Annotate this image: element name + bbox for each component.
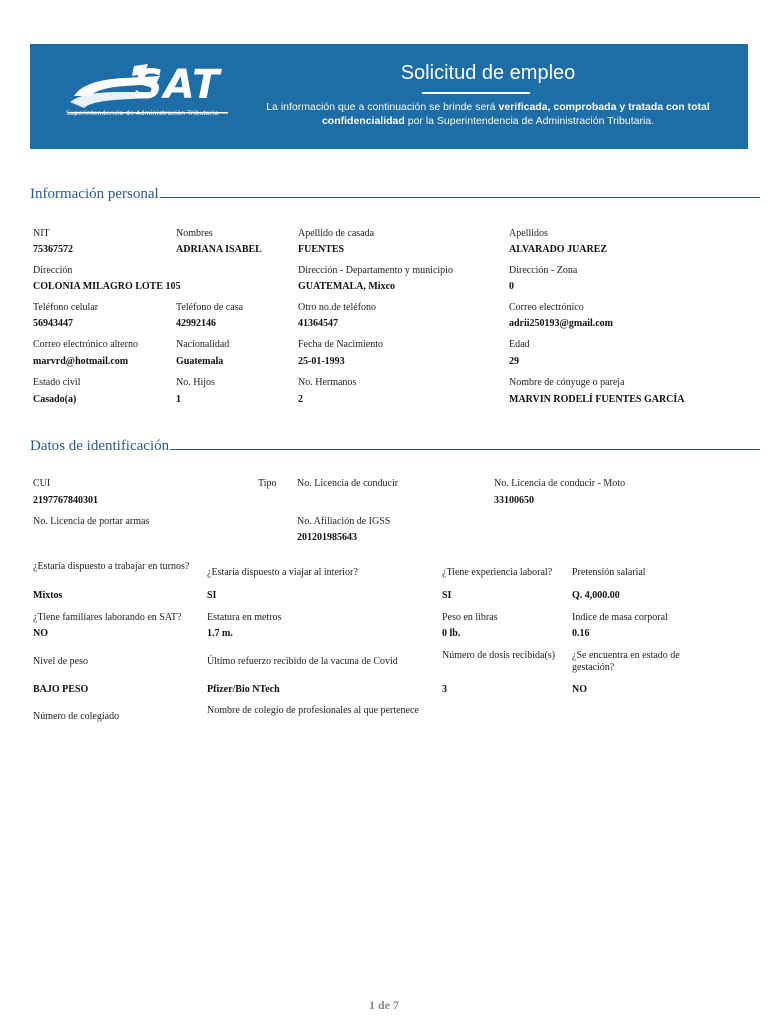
field-value: 41364547 — [298, 318, 338, 329]
field-label: Dirección - Zona — [509, 265, 578, 276]
section-title-identificacion — [30, 438, 760, 455]
field-value: 29 — [509, 356, 519, 367]
page-title: Solicitud de empleo — [400, 62, 576, 84]
field-value: Mixtos — [33, 590, 63, 601]
field-label: Apellidos — [509, 228, 548, 239]
field-value: Pfizer/Bio NTech — [207, 684, 280, 695]
field-label: Apellido de casada — [298, 228, 375, 239]
field-label: Nacionalidad — [176, 339, 230, 350]
section-title-text: Información personal — [30, 186, 159, 202]
field-label: Peso en libras — [442, 612, 498, 623]
field-label: Nombre de colegio de profesionales al que pertenece — [207, 705, 419, 716]
field-label: Número de colegiado — [33, 711, 120, 722]
title-divider — [422, 92, 530, 94]
field-value: 201201985643 — [297, 532, 357, 543]
field-label: ¿Estaría dispuesto a viajar al interior? — [207, 567, 358, 578]
notice-text-bold: verificada, comprobada y tratada con total confidencialidad — [321, 101, 710, 127]
field-label: Correo electrónico — [509, 302, 584, 313]
field-label: Pretensión salarial — [572, 567, 646, 578]
field-label: No. Hijos — [176, 377, 215, 388]
logo-text: SAT — [134, 62, 221, 108]
notice-text-pre: La información que a continuación se brinde será — [266, 101, 499, 113]
field-value: COLONIA MILAGRO LOTE 105 — [33, 281, 181, 292]
field-value: 0.16 — [572, 628, 590, 639]
logo-subtitle: Superintendencia de Administración Tributaria — [66, 110, 219, 117]
field-value: marvrd@hotmail.com — [33, 356, 129, 367]
field-label: CUI — [33, 478, 51, 489]
header-banner — [30, 44, 748, 149]
field-label: Dirección — [33, 265, 73, 276]
field-value: Q. 4,000.00 — [572, 590, 620, 601]
field-value: SI — [207, 590, 217, 601]
field-value: NO — [33, 628, 48, 639]
section-underline — [170, 448, 760, 450]
field-label: Número de dosis recibida(s) — [442, 650, 556, 661]
field-value: 2197767840301 — [33, 495, 98, 506]
field-value: 1.7 m. — [207, 628, 233, 639]
field-label: Estado civil — [33, 377, 81, 388]
field-label: No. Licencia de conducir — [297, 478, 399, 489]
field-value: ADRIANA ISABEL — [176, 244, 262, 255]
field-value: 2 — [298, 394, 303, 405]
field-label: Edad — [509, 339, 530, 350]
field-label: No. Afiliación de IGSS — [297, 516, 391, 527]
field-value: BAJO PESO — [33, 684, 89, 695]
section-title-text: Datos de identificación — [30, 438, 170, 454]
field-value: ALVARADO JUAREZ — [509, 244, 608, 255]
field-label: ¿Estaría dispuesto a trabajar en turnos? — [33, 561, 190, 572]
field-value: MARVIN RODELÍ FUENTES GARCÍA — [509, 394, 685, 405]
field-value: Casado(a) — [33, 394, 77, 405]
field-value: 75367572 — [33, 244, 73, 255]
field-value: 1 — [176, 394, 181, 405]
field-label: Tipo — [258, 478, 277, 489]
field-label: No. Licencia de portar armas — [33, 516, 150, 527]
field-label: Correo electrónico alterno — [33, 339, 138, 350]
page-number: 1 de 7 — [369, 998, 399, 1012]
field-label: Dirección - Departamento y municipio — [298, 265, 453, 276]
field-value: NO — [572, 684, 587, 695]
section-underline — [160, 196, 760, 198]
field-label: ¿Se encuentra en estado de gestación? — [572, 650, 680, 673]
field-value: 56943447 — [33, 318, 73, 329]
notice-text-post: por la Superintendencia de Administración Tributaria. — [404, 115, 655, 127]
field-value: Guatemala — [176, 356, 224, 367]
field-label: No. Hermanos — [298, 377, 357, 388]
field-value: adrii250193@gmail.com — [509, 318, 614, 329]
field-value: 0 — [509, 281, 514, 292]
field-label: Teléfono celular — [33, 302, 99, 313]
field-value: SI — [442, 590, 452, 601]
field-label: Otro no.de teléfono — [298, 302, 377, 313]
field-label: Nivel de peso — [33, 656, 88, 667]
field-value: 42992146 — [176, 318, 216, 329]
field-label: ¿Tiene experiencia laboral? — [442, 567, 553, 578]
field-value: FUENTES — [298, 244, 345, 255]
field-value: 0 lb. — [442, 628, 461, 639]
section-title-personal — [30, 186, 760, 203]
field-label: Último refuerzo recibido de la vacuna de Covid — [207, 656, 398, 667]
field-value: 3 — [442, 684, 447, 695]
field-label: Indice de masa corporal — [572, 612, 668, 623]
field-label: Fecha de Nacimiento — [298, 339, 383, 350]
field-label: No. Licencia de conducir - Moto — [494, 478, 626, 489]
field-value: 33100650 — [494, 495, 534, 506]
field-label: NIT — [33, 228, 50, 239]
field-label: Teléfono de casa — [176, 302, 244, 313]
field-value: GUATEMALA, Mixco — [298, 281, 396, 292]
field-value: 25-01-1993 — [298, 356, 345, 367]
field-label: Nombre de cónyuge o pareja — [509, 377, 625, 388]
field-label: Estatura en metros — [207, 612, 282, 623]
field-label: ¿Tiene familiares laborando en SAT? — [33, 612, 182, 623]
field-label: Nombres — [176, 228, 213, 239]
banner-notice — [260, 100, 716, 128]
